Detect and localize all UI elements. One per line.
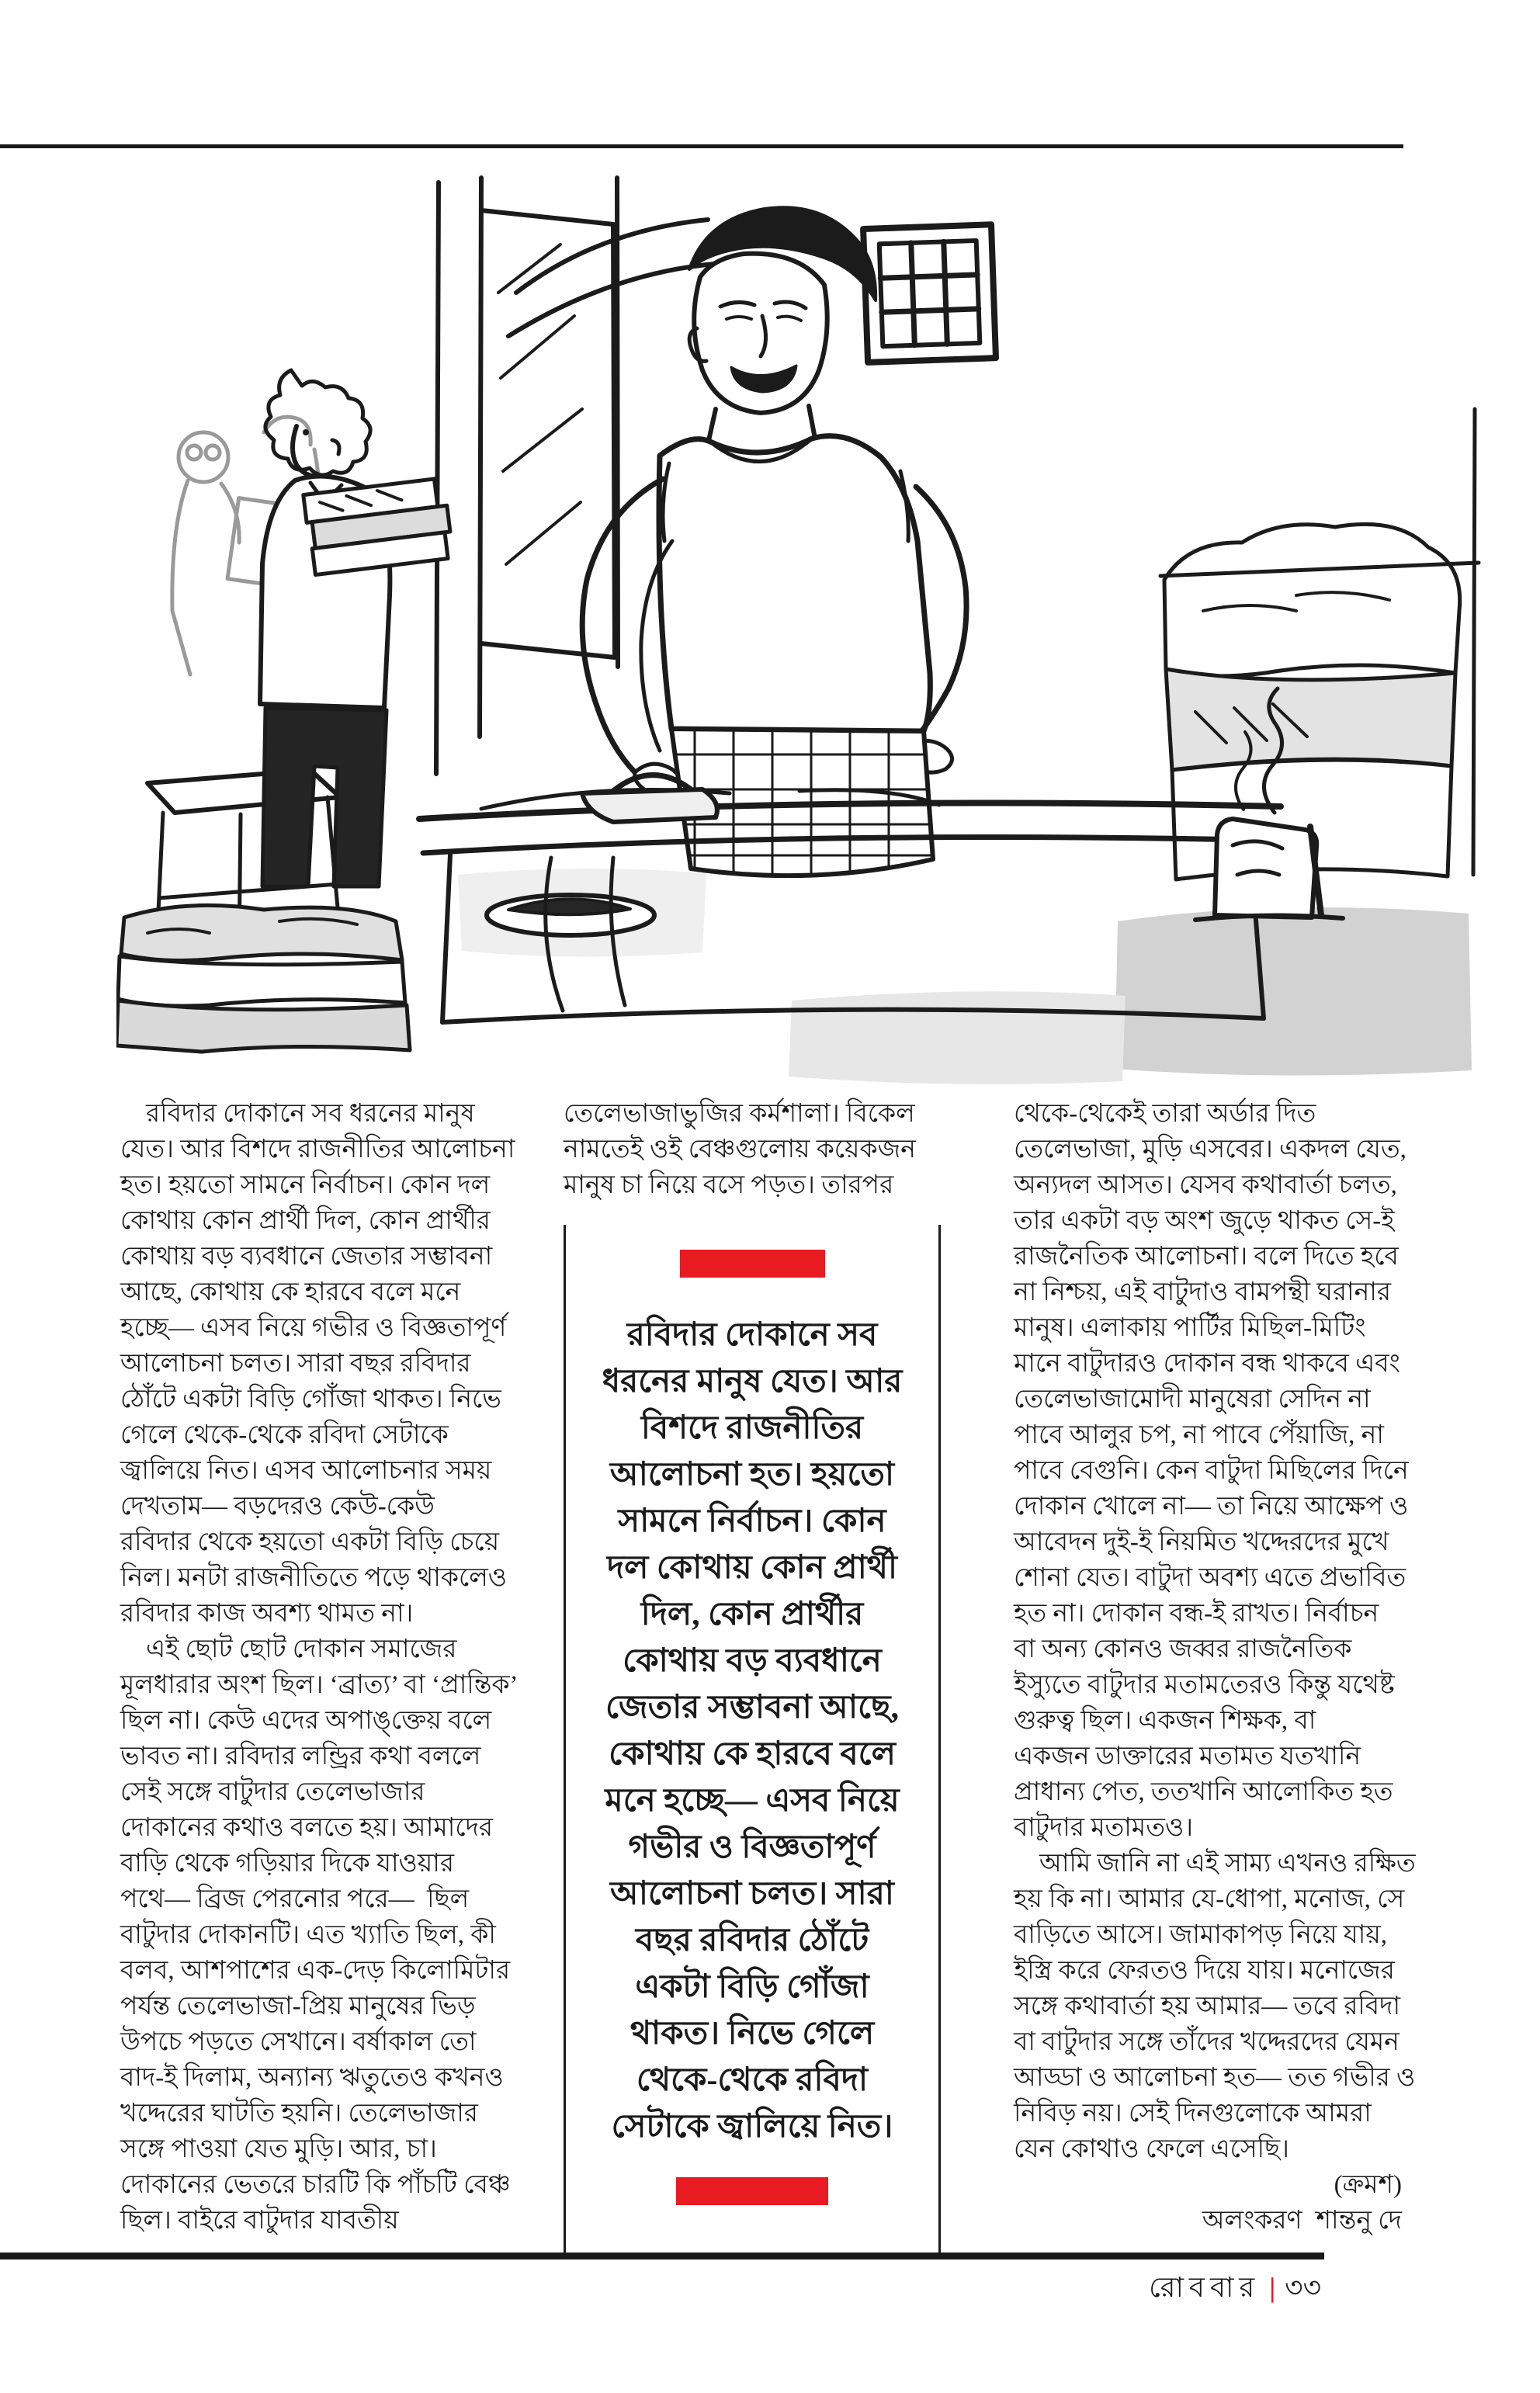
text-line: থেকে-থেকেই তারা অর্ডার দিত xyxy=(1014,1100,1316,1128)
text-line: উপচে পড়তে সেখানে। বর্ষাকাল তো xyxy=(120,2028,477,2056)
illustration xyxy=(116,175,1483,1093)
pull-quote-line: গভীর ও বিজ্ঞতাপূর্ণ xyxy=(628,1829,876,1865)
text-line: কোথায় বড় ব্যবধানে জেতার সম্ভাবনা xyxy=(120,1243,493,1271)
text-line: মানে বাটুদারও দোকান বন্ধ থাকবে এবং xyxy=(1014,1350,1400,1378)
text-line: ছিল। বাইরে বাটুদার যাবতীয় xyxy=(120,2207,399,2235)
pull-quote-line: রবিদার দোকানে সব xyxy=(626,1317,878,1353)
pull-quote-line: থেকে-থেকে রবিদা xyxy=(636,2062,869,2098)
text-line: বাদ-ই দিলাম, অন্যান্য ঋতুতেও কখনও xyxy=(120,2064,504,2092)
pull-quote-line: একটা বিড়ি গোঁজা xyxy=(635,1969,869,2005)
text-line: সেই সঙ্গে বাটুদার তেলেভাজার xyxy=(120,1778,425,1806)
pull-quote-line: বছর রবিদার ঠোঁটে xyxy=(635,1923,869,1958)
text-line: শোনা যেত। বাটুদা অবশ্য এতে প্রভাবিত xyxy=(1014,1564,1406,1592)
text-line: যেন কোথাও ফেলে এসেছি। xyxy=(1014,2135,1289,2163)
text-line: দেখতাম— বড়দেরও কেউ-কেউ xyxy=(120,1493,435,1521)
top-rule xyxy=(0,144,1403,148)
magazine-name: রোববার xyxy=(1149,2272,1261,2303)
text-line: নামতেই ওই বেঞ্চগুলোয় কয়েকজন xyxy=(564,1136,916,1164)
text-line: বা অন্য কোনও জব্বর রাজনৈতিক xyxy=(1014,1635,1352,1663)
pull-quote-text xyxy=(566,1312,938,2150)
text-line: বাড়িতে আসে। জামাকাপড় নিয়ে যায়, xyxy=(1014,1921,1388,1949)
body-column-3-lines xyxy=(1014,1096,1416,2167)
text-line: তেলেভাজা, মুড়ি এসবের। একদল যেত, xyxy=(1014,1136,1406,1164)
pull-quote-line: জেতার সম্ভাবনা আছে, xyxy=(605,1690,899,1725)
pressed-clothes-pile xyxy=(1160,524,1479,879)
text-line: আমি জানি না এই সাম্য এখনও রক্ষিত xyxy=(1014,1850,1416,1878)
text-line: রবিদার দোকানে সব ধরনের মানুষ xyxy=(120,1100,475,1128)
text-line: দোকান খোলে না— তা নিয়ে আক্ষেপ ও xyxy=(1014,1493,1409,1521)
folded-clothes-stack xyxy=(116,905,410,1052)
pull-quote-line: সেটাকে জ্বালিয়ে নিত। xyxy=(611,2109,893,2145)
text-line: হয় কি না। আমার যে-ধোপা, মনোজ, সে xyxy=(1014,1885,1405,1913)
page-footer xyxy=(854,2266,1321,2313)
text-line: পাবে আলুর চপ, না পাবে পেঁয়াজি, না xyxy=(1014,1421,1384,1449)
text-line: রবিদার থেকে হয়তো একটা বিড়ি চেয়ে xyxy=(120,1528,500,1556)
text-line: তেলেভাজাভুজির কর্মশালা। বিকেল xyxy=(564,1100,915,1128)
pull-quote-top-red-bar xyxy=(680,1250,825,1278)
text-line: বাড়ি থেকে গড়িয়ার দিকে যাওয়ার xyxy=(120,1850,454,1878)
text-line: হত না। দোকান বন্ধ-ই রাখত। নির্বাচন xyxy=(1014,1600,1379,1628)
body-column-3 xyxy=(1014,1096,1416,2239)
footer-separator: | xyxy=(1269,2272,1276,2303)
pull-quote-line: থাকত। নিভে গেলে xyxy=(630,2016,875,2051)
text-line: আবেদন দুই-ই নিয়মিত খদ্দেরদের মুখে xyxy=(1014,1528,1389,1556)
text-line: সঙ্গে কথাবার্তা হয় আমার— তবে রবিদা xyxy=(1014,1992,1401,2020)
text-line: তেলেভাজামোদী মানুষেরা সেদিন না xyxy=(1014,1386,1371,1413)
text-line: দোকানের কথাও বলতে হয়। আমাদের xyxy=(120,1814,494,1842)
text-line: আলোচনা চলত। সারা বছর রবিদার xyxy=(120,1350,471,1378)
text-line: ইস্যুতে বাটুদার মতামতেরও কিন্তু যথেষ্ট xyxy=(1014,1671,1395,1699)
pull-quote-line: আলোচনা চলত। সারা xyxy=(610,1876,894,1912)
text-line: খদ্দেরের ঘাটতি হয়নি। তেলেভাজার xyxy=(120,2100,478,2128)
text-line: দোকানের ভেতরে চারটি কি পাঁচটি বেঞ্চ xyxy=(120,2171,511,2199)
illustration-credit xyxy=(1014,2203,1402,2239)
page-number: ৩৩ xyxy=(1285,2272,1321,2303)
window-sketch xyxy=(863,224,996,362)
text-line: আড্ডা ও আলোচনা হত— তত গভীর ও xyxy=(1014,2064,1416,2092)
text-line: হচ্ছে— এসব নিয়ে গভীর ও বিজ্ঞতাপূর্ণ xyxy=(120,1314,507,1342)
text-line: হত। হয়তো সামনে নির্বাচন। কোন দল xyxy=(120,1171,491,1199)
text-line: মানুষ চা নিয়ে বসে পড়ত। তারপর xyxy=(564,1171,894,1199)
text-line: বা বাটুদার সঙ্গে তাঁদের খদ্দেরদের যেমন xyxy=(1014,2028,1400,2056)
credit-label: অলংকরণ xyxy=(1202,2207,1302,2235)
text-line: তার একটা বড় অংশ জুড়ে থাকত সে-ই xyxy=(1014,1207,1395,1235)
bottom-rule xyxy=(0,2253,1324,2259)
pull-quote-line: কোথায় কে হারবে বলে xyxy=(609,1736,896,1772)
text-line: ছিল না। কেউ এদের অপাঙ্‌ক্তেয় বলে xyxy=(120,1707,492,1735)
pull-quote-line: দিল, কোন প্রার্থীর xyxy=(640,1597,864,1632)
text-line: ঠোঁটে একটা বিড়ি গোঁজা থাকত। নিভে xyxy=(120,1386,501,1413)
newspaper-man-sketch xyxy=(260,370,453,886)
text-line: নিবিড় নয়। সেই দিনগুলোকে আমরা xyxy=(1014,2100,1372,2128)
text-line: অন্যদল আসত। যেসব কথাবার্তা চলত, xyxy=(1014,1171,1397,1199)
pull-quote-line: ধরনের মানুষ যেত। আর xyxy=(602,1364,903,1399)
text-line: গেলে থেকে-থেকে রবিদা সেটাকে xyxy=(120,1421,449,1449)
text-line: বাটুদার দোকানটি। এত খ্যাতি ছিল, কী xyxy=(120,1921,496,1949)
text-line: ভাবত না। রবিদার লন্ড্রির কথা বললে xyxy=(120,1743,481,1770)
pull-quote-bottom-red-bar xyxy=(676,2177,828,2205)
text-line: একজন ডাক্তারের মতামত যতখানি xyxy=(1014,1743,1361,1770)
text-line: কোথায় কোন প্রার্থী দিল, কোন প্রার্থীর xyxy=(120,1207,491,1235)
text-line: পথে— ব্রিজ পেরনোর পরে— ছিল xyxy=(120,1885,470,1913)
text-line: রবিদার কাজ অবশ্য থামত না। xyxy=(120,1600,414,1628)
credit-name: শান্তনু দে xyxy=(1316,2207,1402,2235)
pull-quote-line: আলোচনা হত। হয়তো xyxy=(609,1457,895,1493)
pull-quote-line: বিশদে রাজনীতির xyxy=(640,1410,864,1446)
text-line: গুরুত্ব ছিল। একজন শিক্ষক, বা xyxy=(1014,1707,1316,1735)
text-line: জ্বালিয়ে নিত। এসব আলোচনার সময় xyxy=(120,1457,492,1485)
text-line: আছে, কোথায় কে হারবে বলে মনে xyxy=(120,1278,461,1306)
pull-quote-line: দল কোথায় কোন প্রার্থী xyxy=(607,1550,897,1586)
text-line: নিল। মনটা রাজনীতিতে পড়ে থাকলেও xyxy=(120,1564,508,1592)
text-line: এই ছোট ছোট দোকান সমাজের xyxy=(120,1635,457,1663)
text-line: না নিশ্চয়, এই বাটুদাও বামপন্থী ঘরানার xyxy=(1014,1278,1392,1306)
text-line: পাবে বেগুনি। কেন বাটুদা মিছিলের দিনে xyxy=(1014,1457,1409,1485)
wall-corner-line xyxy=(1473,409,1475,875)
text-line: যেত। আর বিশদে রাজনীতির আলোচনা xyxy=(120,1136,515,1164)
serial-note: (ক্রমশ) xyxy=(1334,2171,1402,2199)
text-line: বলব, আশপাশের এক-দেড় কিলোমিটার xyxy=(120,1957,511,1985)
text-line: সঙ্গে পাওয়া যেত মুড়ি। আর, চা। xyxy=(120,2135,437,2163)
text-line: রাজনৈতিক আলোচনা। বলে দিতে হবে xyxy=(1014,1243,1399,1271)
plate-sketch xyxy=(487,895,654,935)
text-line: মানুষ। এলাকায় পার্টির মিছিল-মিটিং xyxy=(1014,1314,1366,1342)
text-line: পর্যন্ত তেলেভাজা-প্রিয় মানুষের ভিড় xyxy=(120,1992,476,2020)
body-column-1 xyxy=(120,1096,519,2239)
pull-quote-line: মনে হচ্ছে— এসব নিয়ে xyxy=(605,1783,900,1819)
text-line: মূলধারার অংশ ছিল। ‘ব্রাত্য’ বা ‘প্রান্তিক’ xyxy=(120,1671,519,1699)
pull-quote-line: কোথায় বড় ব্যবধানে xyxy=(623,1643,882,1679)
pull-quote xyxy=(564,1225,941,2253)
text-line: ইস্ত্রি করে ফেরতও দিয়ে যায়। মনোজের xyxy=(1014,1957,1395,1985)
pull-quote-line: সামনে নির্বাচন। কোন xyxy=(618,1503,886,1539)
text-line: প্রাধান্য পেত, ততখানি আলোকিত হত xyxy=(1014,1778,1393,1806)
body-column-2-intro xyxy=(564,1096,941,1203)
text-line: বাটুদার মতামতও। xyxy=(1014,1814,1194,1842)
